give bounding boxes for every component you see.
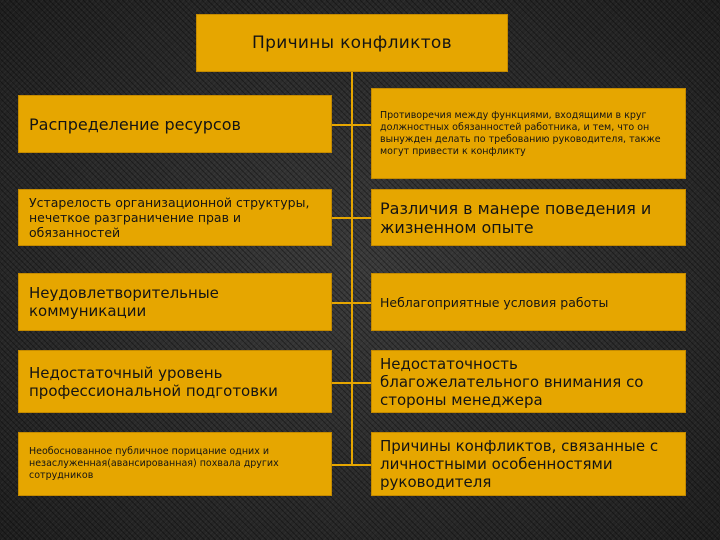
connector-left-3: [332, 302, 353, 304]
cause-box-bad-working-conditions: [371, 273, 686, 331]
cause-box-outdated-structure: [18, 189, 332, 246]
cause-text: Необоснованное публичное порицание одних и незаслуженная(авансированная) похвала других сотрудников: [29, 446, 279, 481]
cause-text: Недостаточность благожелательного внимания со стороны менеджера: [380, 354, 644, 409]
diagram-title: Причины конфликтов: [252, 33, 452, 53]
cause-box-function-contradictions: [371, 88, 686, 179]
cause-box-manager-personality: [371, 432, 686, 496]
connector-left-2: [332, 217, 353, 219]
cause-text: Недостаточный уровень профессиональной подготовки: [29, 363, 278, 400]
cause-text: Противоречия между функциями, входящими в круг должностных обязанностей работника, и тем, что он вынужден делать по требованию руководителя, также могут привести к конфликту: [380, 109, 661, 157]
connector-right-2: [351, 217, 371, 219]
cause-text: Неблагоприятные условия работы: [380, 294, 609, 310]
cause-box-unjust-criticism: [18, 432, 332, 496]
connector-right-3: [351, 302, 371, 304]
cause-box-resource-allocation: [18, 95, 332, 153]
vertical-connector: [351, 72, 353, 466]
cause-text: Распределение ресурсов: [29, 114, 241, 134]
connector-right-4: [351, 382, 371, 384]
connector-left-5: [332, 464, 353, 466]
cause-text: Причины конфликтов, связанные с личностными особенностями руководителя: [380, 437, 659, 491]
connector-left-1: [332, 124, 353, 126]
cause-box-lack-of-attention: [371, 350, 686, 413]
cause-box-behavior-differences: [371, 189, 686, 246]
cause-text: Различия в манере поведения и жизненном опыте: [380, 198, 652, 237]
connector-left-4: [332, 382, 353, 384]
cause-box-insufficient-training: [18, 350, 332, 413]
cause-text: Неудовлетворительные коммуникации: [29, 284, 219, 320]
cause-text: Устарелость организационной структуры, нечеткое разграничение прав и обязанностей: [29, 195, 310, 240]
diagram-title-box: [196, 14, 508, 72]
connector-right-5: [351, 464, 371, 466]
cause-box-poor-communication: [18, 273, 332, 331]
connector-right-1: [351, 124, 371, 126]
